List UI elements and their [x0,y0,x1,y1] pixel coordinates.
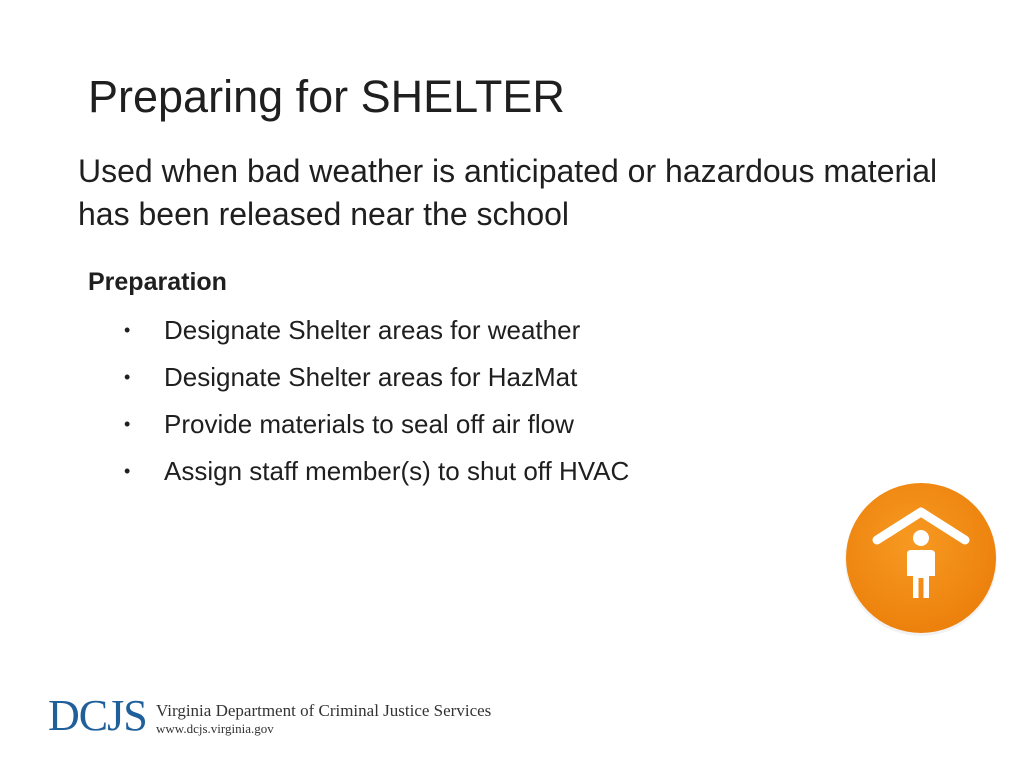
bullet-icon: • [124,320,131,340]
bullet-text: Provide materials to seal off air flow [164,409,574,439]
department-url: www.dcjs.virginia.gov [156,721,274,736]
bullet-icon: • [124,414,131,434]
section-heading: Preparation [88,268,227,296]
slide-title: Preparing for SHELTER [88,71,565,122]
bullet-text: Designate Shelter areas for weather [164,315,581,345]
person-head-icon [913,530,929,546]
bullet-text: Assign staff member(s) to shut off HVAC [164,456,630,486]
bullet-icon: • [124,367,131,387]
slide-subtitle: Used when bad weather is anticipated or hazardous material has been released near the school [78,153,938,232]
bullet-icon: • [124,461,131,481]
dcjs-logo-mark: DCJS [48,691,147,740]
footer-logo [48,691,508,744]
shelter-person-icon [843,480,999,636]
department-name: Virginia Department of Criminal Justice Services [156,701,492,720]
shelter-badge-graphic [843,480,999,636]
bullet-text: Designate Shelter areas for HazMat [164,362,578,392]
